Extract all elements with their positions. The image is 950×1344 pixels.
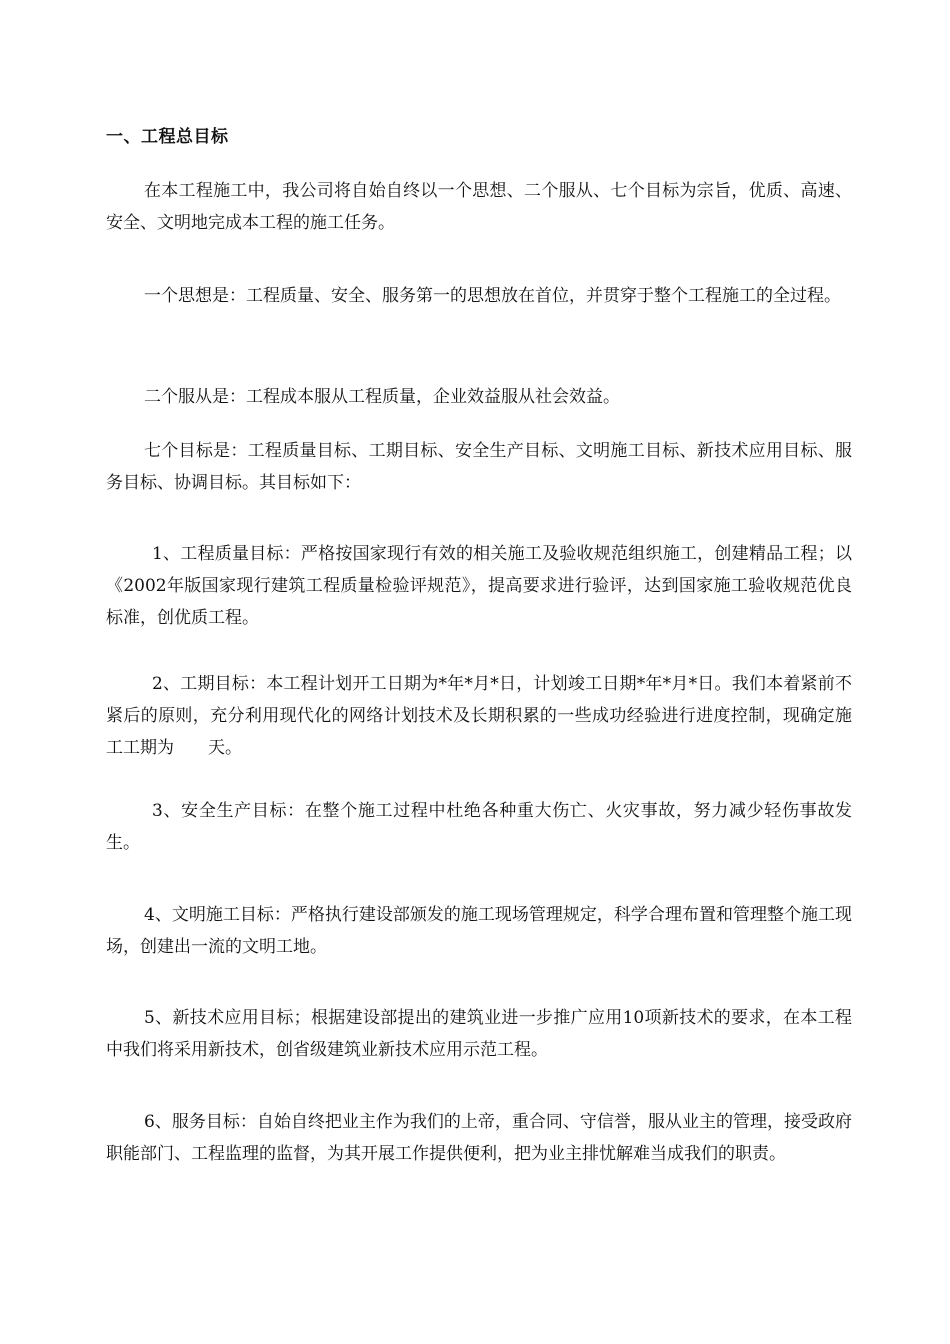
paragraph-civilized-goal: 4、文明施工目标：严格执行建设部颁发的施工现场管理规定，科学合理布置和管理整个施工现场，创建出一流的文明工地。: [106, 905, 852, 957]
paragraph-safety-goal: 3、安全生产目标：在整个施工过程中杜绝各种重大伤亡、火灾事故，努力减少轻伤事故发生。: [106, 801, 852, 853]
paragraph-schedule-goal: 2、工期目标：本工程计划开工日期为*年*月*日，计划竣工日期*年*月*日。我们本着紧前不紧后的原则，充分利用现代化的网络计划技术及长期积累的一些成功经验进行进度控制，现确定施工工期为 天。: [106, 674, 852, 758]
section-heading: 一、工程总目标: [106, 127, 229, 147]
paragraph-one-thought: 一个思想是：工程质量、安全、服务第一的思想放在首位，并贯穿于整个工程施工的全过程。: [144, 286, 841, 306]
paragraph-technology-goal: 5、新技术应用目标；根据建设部提出的建筑业进一步推广应用10项新技术的要求，在本工程中我们将采用新技术，创省级建筑业新技术应用示范工程。: [106, 1008, 852, 1060]
paragraph-intro: 在本工程施工中，我公司将自始自终以一个思想、二个服从、七个目标为宗旨，优质、高速、安全、文明地完成本工程的施工任务。: [106, 181, 852, 233]
paragraph-seven-goals: 七个目标是：工程质量目标、工期目标、安全生产目标、文明施工目标、新技术应用目标、服务目标、协调目标。其目标如下：: [106, 441, 852, 493]
paragraph-two-obey: 二个服从是：工程成本服从工程质量，企业效益服从社会效益。: [144, 387, 620, 407]
paragraph-quality-goal: 1、工程质量目标：严格按国家现行有效的相关施工及验收规范组织施工，创建精品工程；以《2002年版国家现行建筑工程质量检验评规范》，提高要求进行验评，达到国家施工验收规范优良标准，创优质工程。: [106, 544, 852, 628]
paragraph-service-goal: 6、服务目标：自始自终把业主作为我们的上帝，重合同、守信誉，服从业主的管理，接受政府职能部门、工程监理的监督，为其开展工作提供便利，把为业主排忧解难当成我们的职责。: [106, 1112, 852, 1164]
